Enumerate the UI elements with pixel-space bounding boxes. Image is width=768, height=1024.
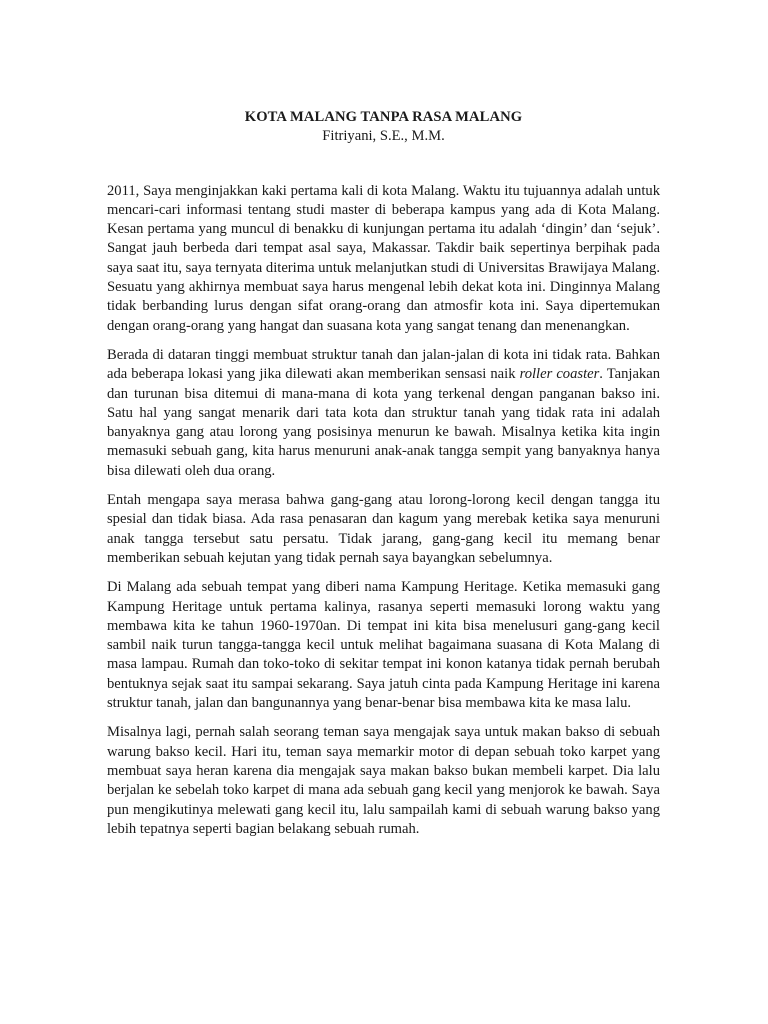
document-page (107, 108, 660, 849)
paragraph-2 (107, 346, 660, 481)
paragraph-3: Entah mengapa saya merasa bahwa gang-gang atau lorong-lorong kecil dengan tangga itu spesial dan tidak biasa. Ada rasa penasaran dan kagum yang merebak ketika saya menuruni anak tangga tersebut satu persatu. Tidak jarang, gang-gang kecil itu memang benar memberikan sebuah kejutan yang tidak pernah saya bayangkan sebelumnya. (107, 492, 660, 566)
paragraph-4: Di Malang ada sebuah tempat yang diberi nama Kampung Heritage. Ketika memasuki gang Kampung Heritage untuk pertama kalinya, rasanya seperti memasuki lorong waktu yang membawa kita ke tahun 1960-1970an. Di tempat ini kita bisa menelusuri gang-gang kecil sambil naik turun tangga-tangga kecil untuk melihat bagaimana suasana di Kota Malang di masa lampau. Rumah dan toko-toko di sekitar tempat ini konon katanya tidak pernah berubah bentuknya sejak saat itu sampai sekarang. Saya jatuh cinta pada Kampung Heritage ini karena struktur tanah, jalan dan bangunannya yang benar-benar bisa membawa kita ke masa lalu. (107, 579, 660, 712)
document-title: KOTA MALANG TANPA RASA MALANG (244, 109, 523, 125)
paragraph-2-text-before: Berada di dataran tinggi membuat struktur tanah dan jalan-jalan di kota ini tidak rata. Bahkan ada beberapa lokasi yang jika dilewati akan memberikan sensasi naik (107, 346, 660, 383)
document-author: Fitriyani, S.E., M.M. (322, 128, 445, 145)
paragraph-5: Misalnya lagi, pernah salah seorang teman saya mengajak saya untuk makan bakso di sebuah warung bakso kecil. Hari itu, teman saya memarkir motor di depan sebuah toko karpet yang membuat saya heran karena dia mengajak saya makan bakso bukan membeli karpet. Dia lalu berjalan ke sebelah toko karpet di mana ada sebuah gang kecil yang menjorok ke bawah. Saya pun mengikutinya melewati gang kecil itu, lalu sampailah kami di sebuah warung bakso yang lebih tepatnya seperti bagian belakang sebuah rumah. (107, 724, 660, 837)
paragraph-2-italic-term: roller coaster (519, 366, 600, 383)
paragraph-2-text-after: . Tanjakan dan turunan bisa ditemui di mana-mana di kota yang terkenal dengan panganan bakso ini. Satu hal yang sangat menarik dari tata kota dan struktur tanah yang tidak rata ini adalah banyaknya gang atau lorong yang posisinya menurun ke bawah. Misalnya ketika kita ingin memasuki sebuah gang, kita harus menuruni anak-anak tangga sempit yang banyaknya hanya bisa dilewati oleh dua orang. (107, 366, 660, 479)
paragraph-1: 2011, Saya menginjakkan kaki pertama kali di kota Malang. Waktu itu tujuannya adalah untuk mencari-cari informasi tentang studi master di beberapa kampus yang ada di Kota Malang. Kesan pertama yang muncul di benakku di kunjungan pertama itu adalah ‘dingin’ dan ‘sejuk’. Sangat jauh berbeda dari tempat asal saya, Makassar. Takdir baik sepertinya berpihak pada saya saat itu, saya ternyata diterima untuk melanjutkan studi di Universitas Brawijaya Malang. Sesuatu yang akhirnya membuat saya harus mengenal lebih dekat kota ini. Dinginnya Malang tidak berbanding lurus dengan sifat orang-orang dan atmosfir kota ini. Saya dipertemukan dengan orang-orang yang hangat dan suasana kota yang sangat tenang dan menenangkan. (107, 182, 660, 334)
